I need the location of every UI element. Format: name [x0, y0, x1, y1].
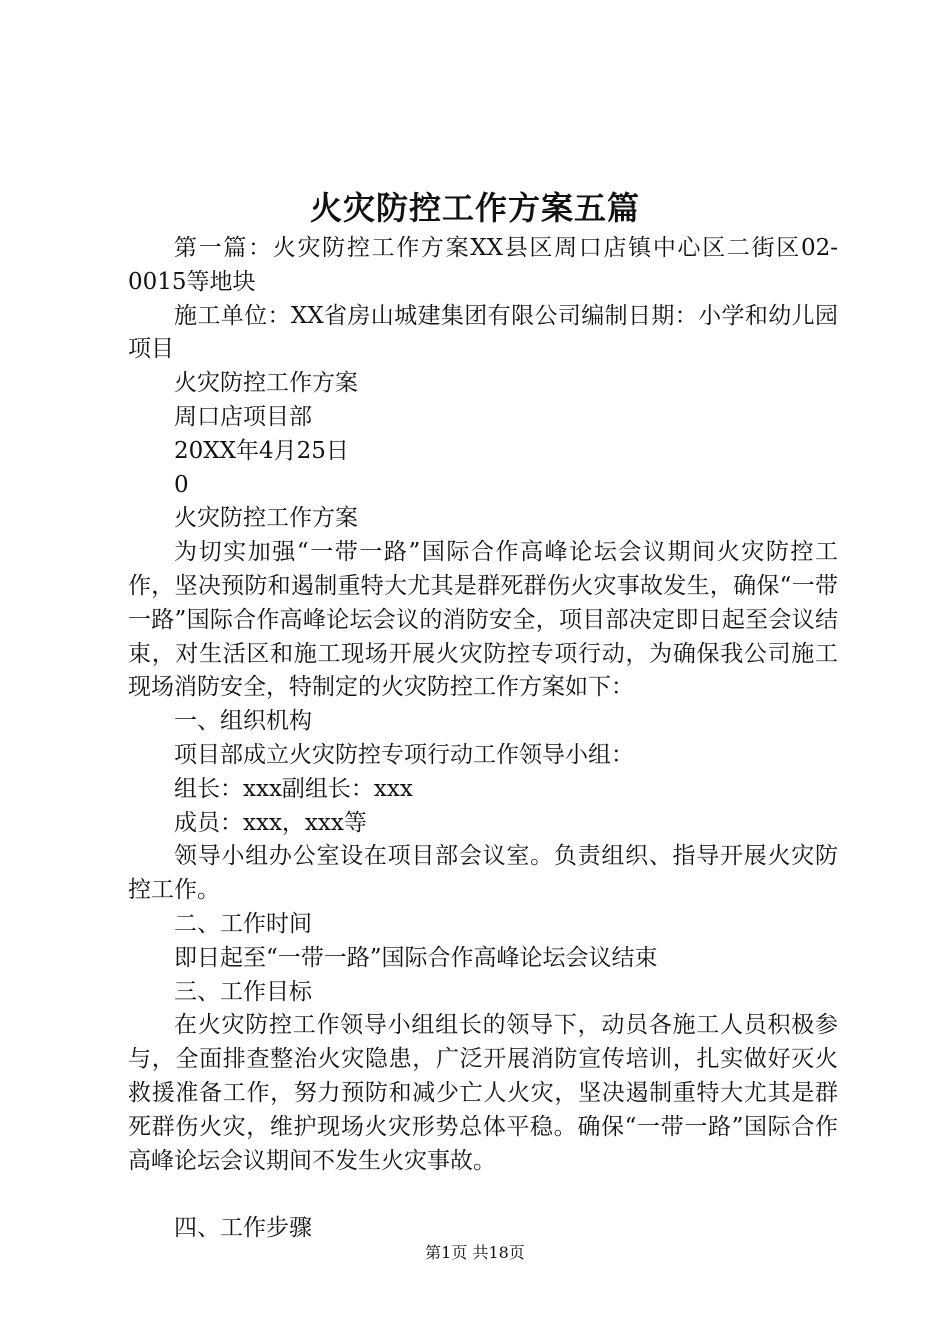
paragraph: 领导小组办公室设在项目部会议室。负责组织、指导开展火灾防控工作。 — [128, 843, 838, 904]
paragraph: 火灾防控工作方案 — [174, 505, 358, 532]
section-heading: 四、工作步骤 — [174, 1215, 312, 1242]
section-heading: 三、工作目标 — [174, 978, 312, 1005]
paragraph: 20XX年4月25日 — [174, 437, 349, 464]
paragraph: 即日起至“一带一路”国际合作高峰论坛会议结束 — [174, 944, 658, 971]
paragraph: 组长：xxx副组长：xxx — [174, 775, 413, 802]
paragraph: 施工单位：XX省房山城建集团有限公司编制日期：小学和幼儿园项目 — [128, 302, 838, 363]
section-heading: 二、工作时间 — [174, 910, 312, 937]
paragraph: 第一篇：火灾防控工作方案XX县区周口店镇中心区二街区02-0015等地块 — [128, 235, 838, 295]
document-title: 火灾防控工作方案五篇 — [309, 189, 640, 227]
paragraph: 项目部成立火灾防控专项行动工作领导小组： — [174, 741, 634, 768]
page-footer: 第1页 共18页 — [425, 1243, 525, 1262]
document-body — [128, 232, 838, 1246]
paragraph: 周口店项目部 — [174, 403, 312, 430]
paragraph: 为切实加强“一带一路”国际合作高峰论坛会议期间火灾防控工作，坚决预防和遏制重特大尤其是群死群伤火灾事故发生，确保“一带一路”国际合作高峰论坛会议的消防安全，项目部决定即日起至会议结束，对生活区和施工现场开展火灾防控专项行动，为确保我公司施工现场消防安全，特制定的火灾防控工作方案如下： — [128, 539, 838, 701]
paragraph: 火灾防控工作方案 — [174, 370, 358, 397]
paragraph: 在火灾防控工作领导小组组长的领导下，动员各施工人员积极参与，全面排查整治火灾隐患，广泛开展消防宣传培训，扎实做好灭火救援准备工作，努力预防和减少亡人火灾，坚决遏制重特大尤其是群死群伤火灾，维护现场火灾形势总体平稳。确保“一带一路”国际合作高峰论坛会议期间不发生火灾事故。 — [128, 1012, 838, 1174]
paragraph: 0 — [174, 471, 189, 498]
paragraph: 成员：xxx，xxx等 — [174, 809, 367, 836]
section-heading: 一、组织机构 — [174, 708, 312, 735]
